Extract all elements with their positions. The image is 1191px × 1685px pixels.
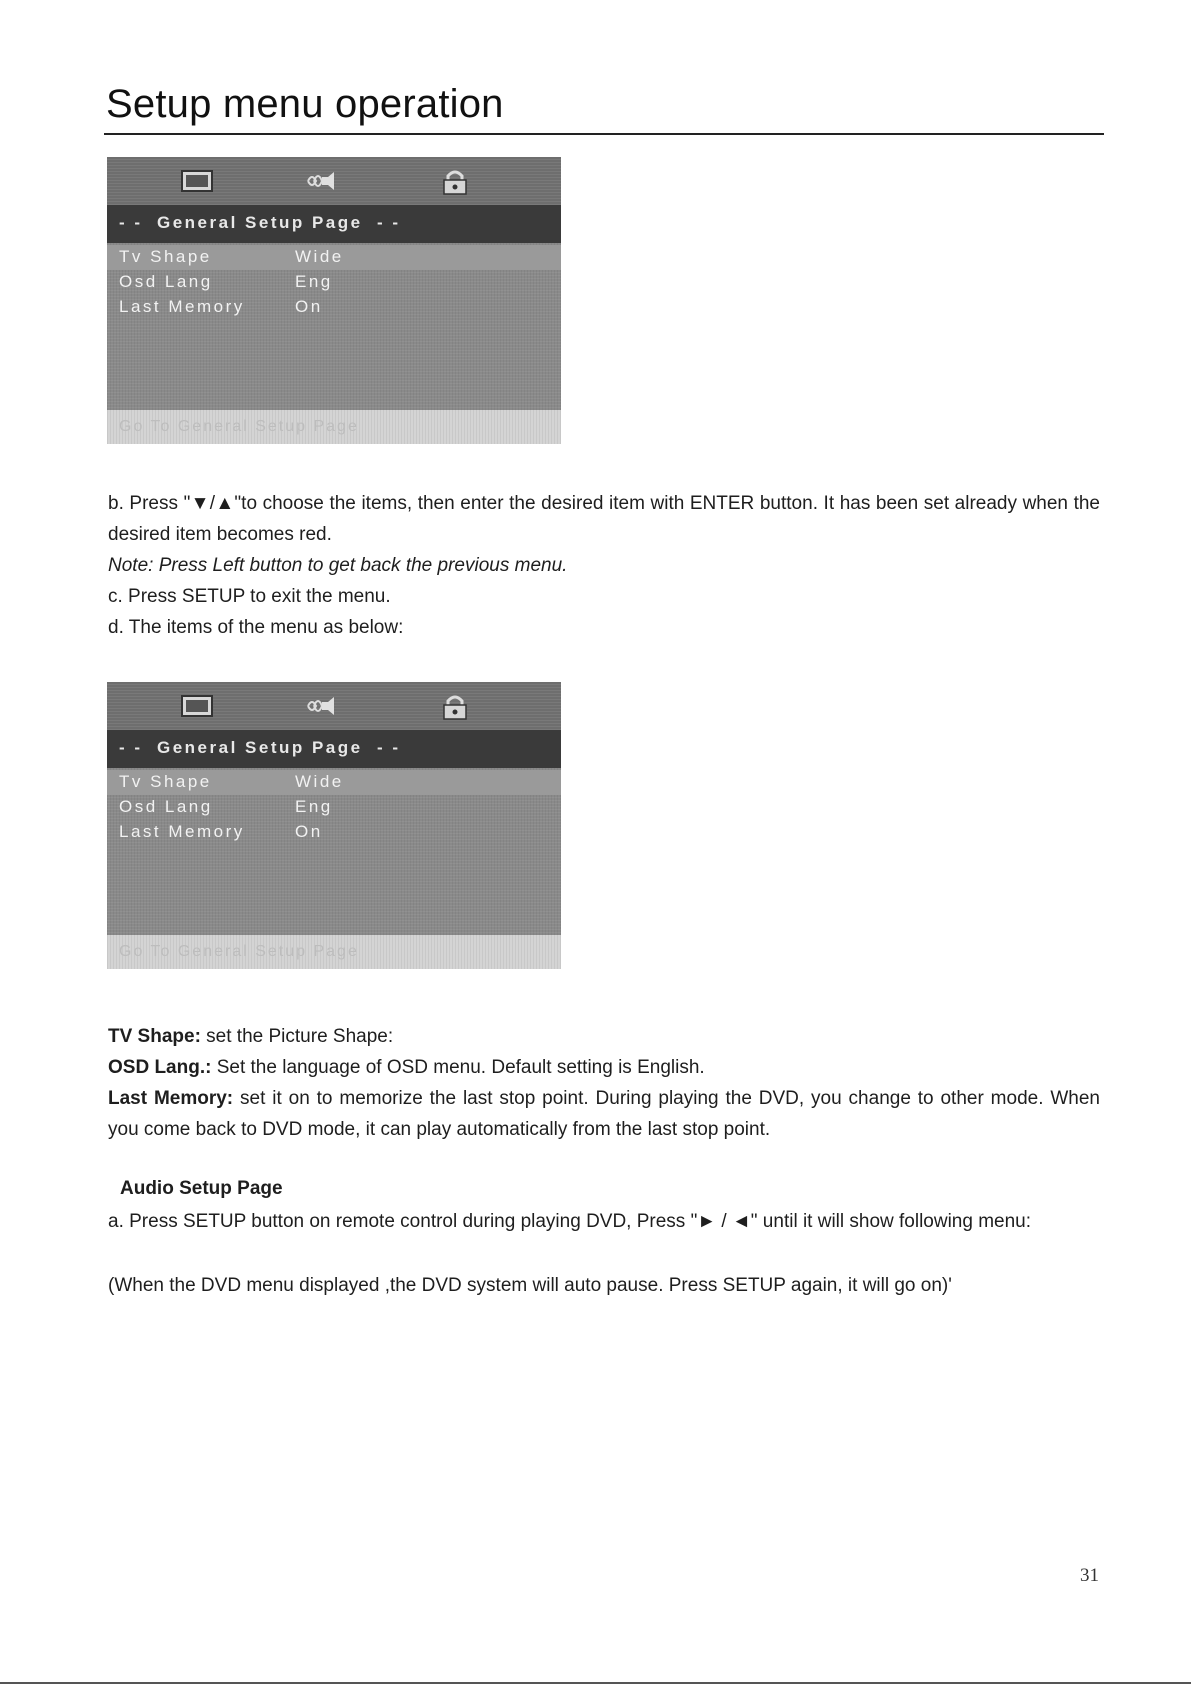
instruction-note: Note: Press Left button to get back the previous menu.	[108, 555, 568, 576]
osd-footer-hint: Go To General Setup Page	[119, 418, 359, 435]
audio-instruction-a: a. Press SETUP button on remote control during playing DVD, Press "► / ◄" until it will show following menu:	[108, 1211, 1032, 1232]
osd-footer-hint: Go To General Setup Page	[119, 943, 359, 960]
instruction-b: b. Press "▼/▲"to choose the items, then enter the desired item with ENTER button. It has been set already when the desired item becomes red.	[108, 493, 1100, 545]
general-setup-icon	[179, 692, 215, 720]
audio-setup-icon	[304, 167, 340, 195]
title-divider	[104, 133, 1104, 135]
password-lock-icon	[437, 167, 473, 195]
osd-option-value: Wide	[295, 247, 344, 266]
osd-option-row[interactable]	[107, 795, 561, 820]
definition-text: set the Picture Shape:	[200, 1026, 394, 1047]
osd-option-value: Eng	[295, 272, 333, 291]
osd-option-label: Osd Lang	[119, 797, 213, 816]
definition-tv-shape	[108, 1021, 1100, 1052]
osd-header	[107, 205, 561, 243]
osd-option-row[interactable]	[107, 820, 561, 845]
osd-option-label: Tv Shape	[119, 772, 212, 791]
osd-option-list	[107, 770, 561, 845]
osd-footer	[107, 935, 561, 969]
page-title: Setup menu operation	[106, 82, 504, 126]
osd-option-label: Last Memory	[119, 822, 245, 841]
audio-instruction-note: (When the DVD menu displayed ,the DVD system will auto pause. Press SETUP again, it will go on)'	[108, 1275, 952, 1296]
definition-term: TV Shape:	[108, 1026, 201, 1047]
definition-last-memory	[108, 1083, 1100, 1145]
osd-menu-screenshot-1	[107, 157, 561, 444]
osd-option-value: On	[295, 297, 323, 316]
general-setup-icon	[179, 167, 215, 195]
instruction-c: c. Press SETUP to exit the menu.	[108, 586, 391, 607]
osd-header	[107, 730, 561, 768]
definition-term: OSD Lang.:	[108, 1057, 212, 1078]
osd-option-label: Tv Shape	[119, 247, 212, 266]
osd-option-row[interactable]	[107, 270, 561, 295]
osd-option-value: Wide	[295, 772, 344, 791]
audio-setup-icon	[304, 692, 340, 720]
osd-menu-screenshot-2	[107, 682, 561, 969]
osd-header-title: - - General Setup Page - -	[119, 738, 401, 757]
section-heading-audio: Audio Setup Page	[120, 1178, 283, 1199]
osd-icon-bar	[107, 682, 561, 730]
password-lock-icon	[437, 692, 473, 720]
osd-option-value: On	[295, 822, 323, 841]
osd-icon-bar	[107, 157, 561, 205]
osd-option-label: Last Memory	[119, 297, 245, 316]
osd-option-row[interactable]	[107, 295, 561, 320]
instruction-d: d. The items of the menu as below:	[108, 617, 404, 638]
definition-text: Set the language of OSD menu. Default setting is English.	[211, 1057, 705, 1078]
osd-option-row[interactable]	[107, 770, 561, 795]
page-number: 31	[1080, 1565, 1099, 1586]
osd-option-value: Eng	[295, 797, 333, 816]
osd-option-row[interactable]	[107, 245, 561, 270]
definition-text: set it on to memorize the last stop point. During playing the DVD, you change to other mode. When you come back to DVD mode, it can play automatically from the last stop point.	[108, 1088, 1101, 1140]
osd-header-title: - - General Setup Page - -	[119, 213, 401, 232]
definition-osd-lang	[108, 1052, 1100, 1083]
osd-footer	[107, 410, 561, 444]
osd-option-label: Osd Lang	[119, 272, 213, 291]
bottom-border	[0, 1682, 1191, 1684]
osd-option-list	[107, 245, 561, 320]
definition-term: Last Memory:	[108, 1088, 234, 1109]
